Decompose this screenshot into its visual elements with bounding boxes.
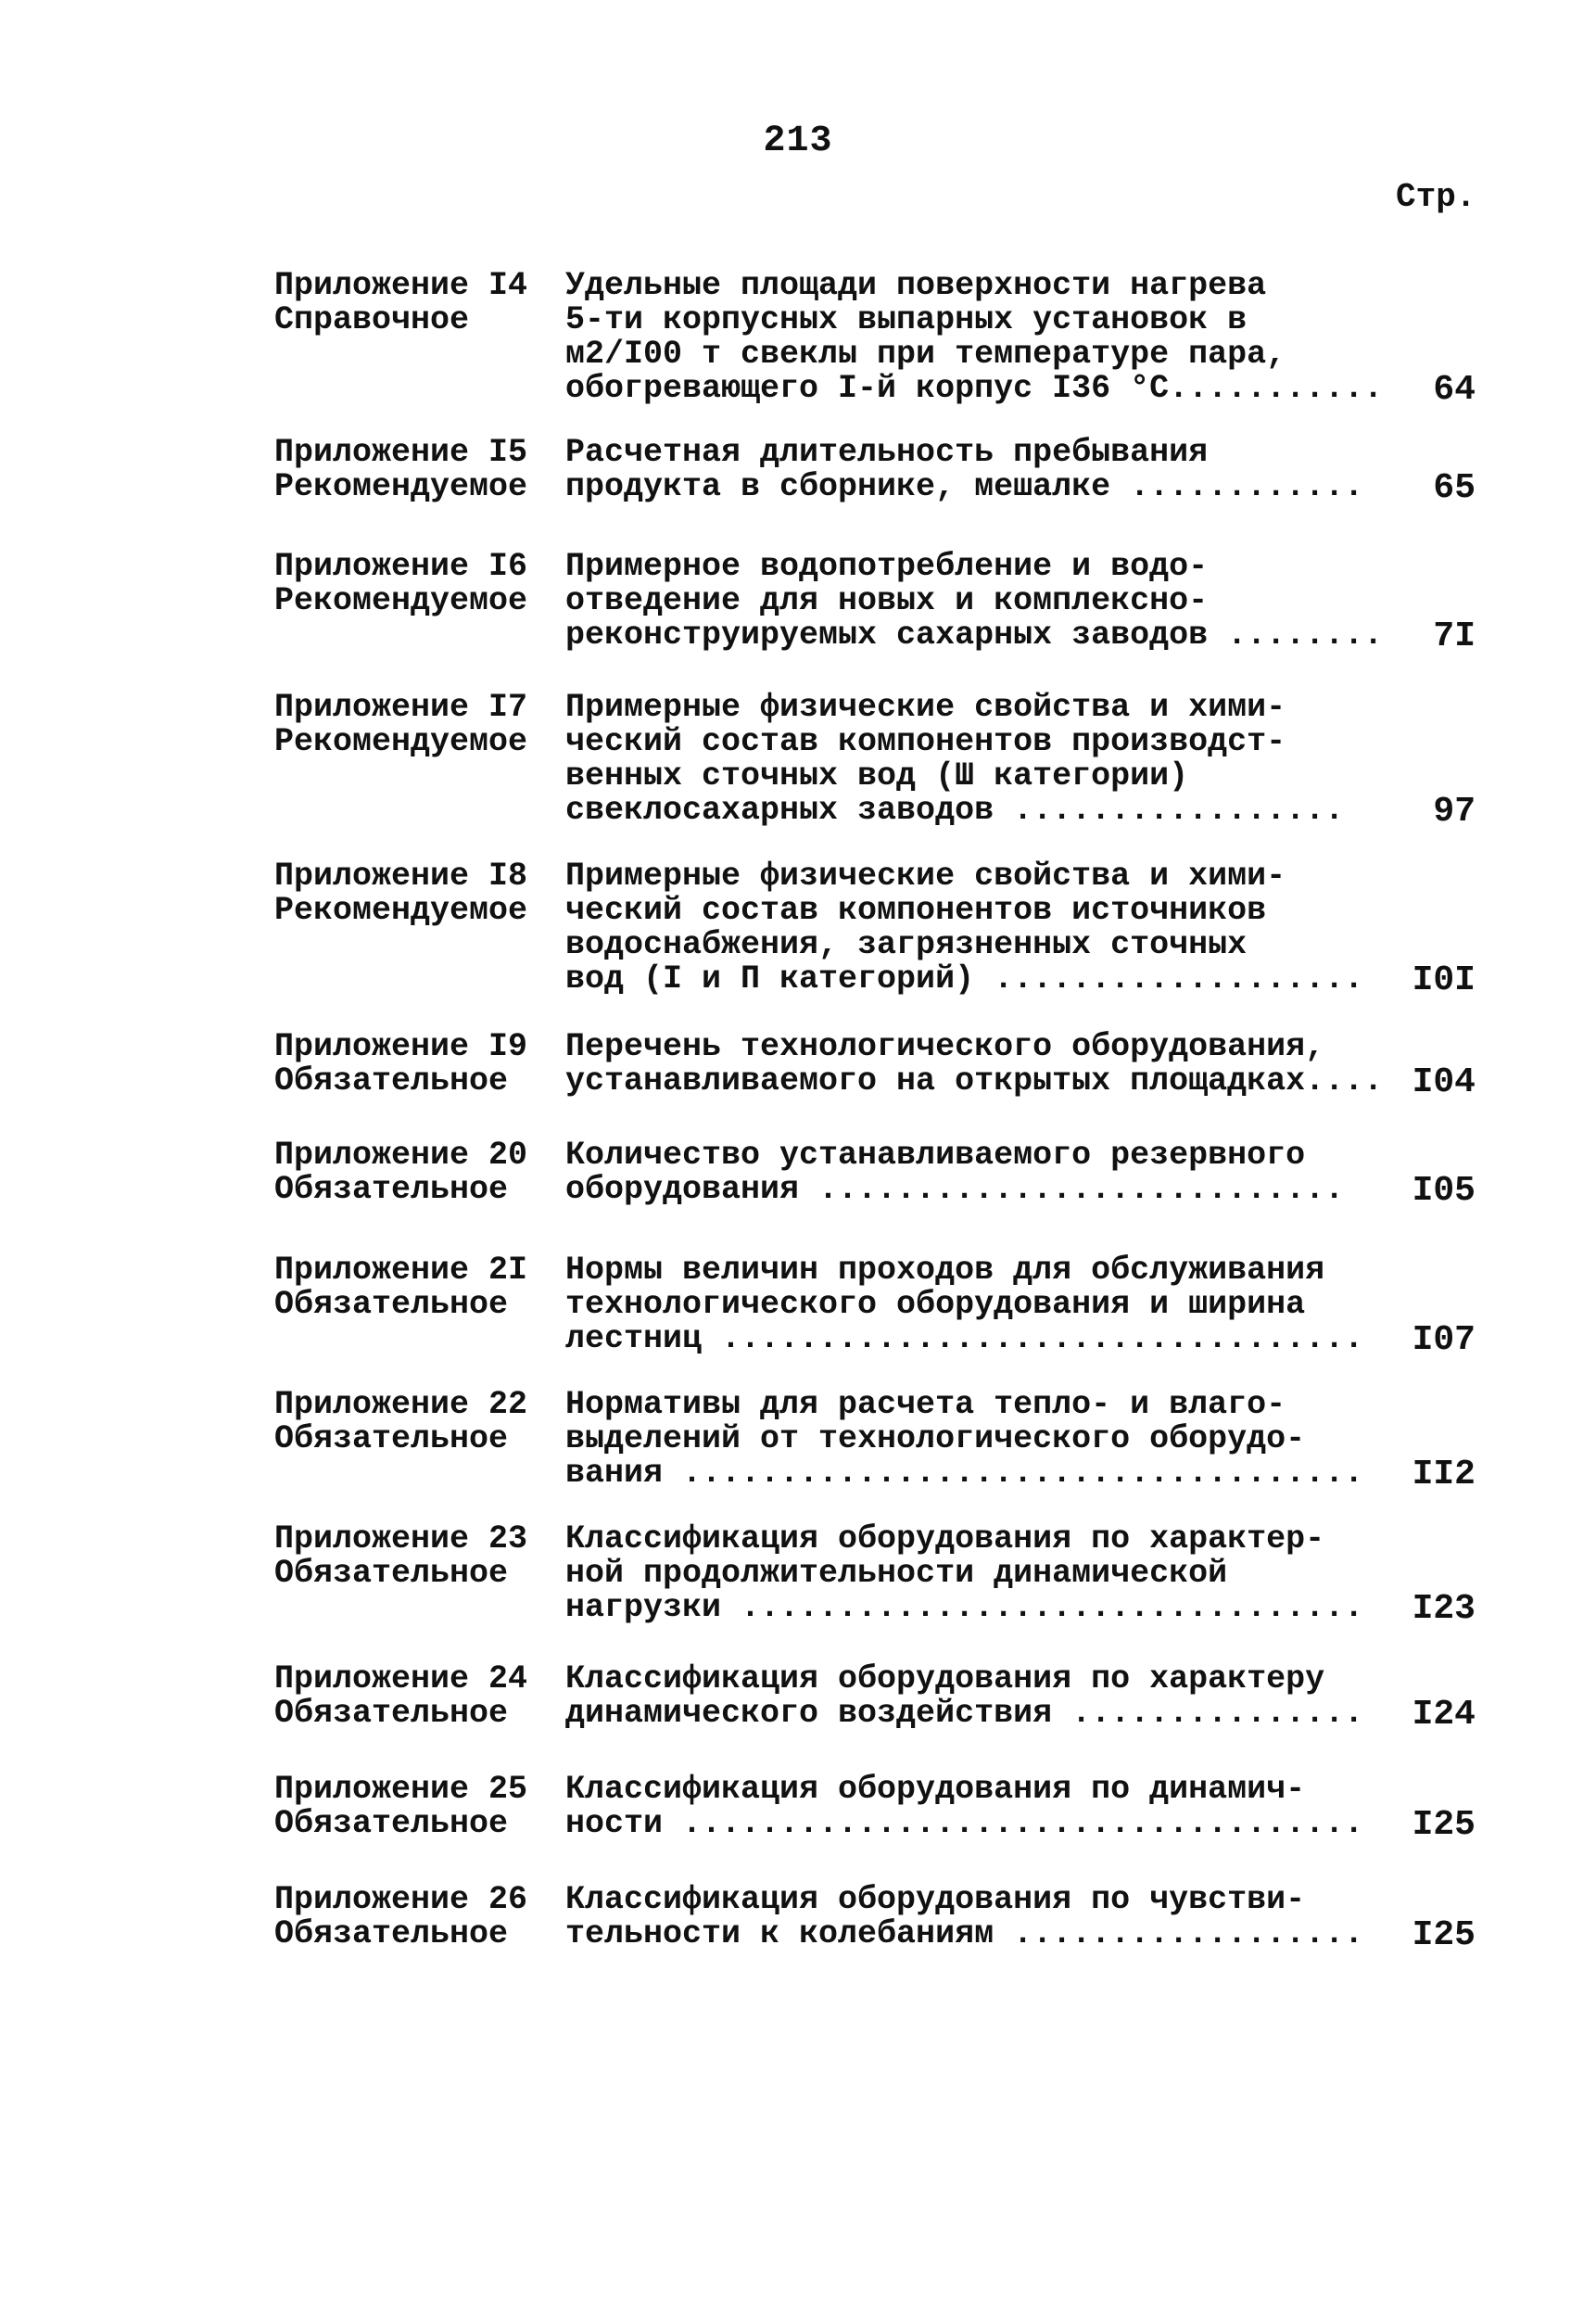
appendix-title: [565, 1253, 1372, 1356]
appendix-title-line: вод (I и П категорий) ...................: [565, 960, 1364, 998]
appendix-title-line: Нормы величин проходов для обслуживания: [565, 1252, 1325, 1289]
page-reference: I24: [1412, 1695, 1476, 1735]
appendix-title: [565, 1138, 1372, 1207]
appendix-number: Приложение I7: [274, 689, 528, 726]
appendix-title-line: водоснабжения, загрязненных сточных: [565, 926, 1248, 963]
appendix-title-line: обогревающего I-й корпус I36 °C...........: [565, 370, 1384, 407]
appendix-number: Приложение 2I: [274, 1252, 528, 1289]
appendix-title-line: динамического воздействия ...............: [565, 1695, 1364, 1732]
appendix-label: [274, 859, 552, 928]
appendix-status: Обязательное: [274, 1555, 509, 1592]
appendix-title-line: 5-ти корпусных выпарных установок в: [565, 301, 1248, 338]
appendix-title-line: Классификация оборудования по характеру: [565, 1660, 1325, 1697]
appendix-number: Приложение 23: [274, 1520, 528, 1557]
appendix-title-line: венных сточных вод (Ш категории): [565, 757, 1189, 795]
appendix-number: Приложение 26: [274, 1881, 528, 1918]
appendix-number: Приложение 20: [274, 1137, 528, 1174]
appendix-status: Справочное: [274, 301, 470, 338]
appendix-title-line: технологического оборудования и ширина: [565, 1286, 1306, 1323]
appendix-number: Приложение I5: [274, 434, 528, 471]
appendix-label: [274, 550, 552, 618]
page-reference: I25: [1412, 1805, 1476, 1845]
appendix-number: Приложение I6: [274, 548, 528, 585]
appendix-label: [274, 1522, 552, 1591]
appendix-label: [274, 436, 552, 504]
appendix-title-line: ческий состав компонентов источников: [565, 892, 1267, 929]
appendix-title: [565, 691, 1372, 828]
appendix-title-line: Нормативы для расчета тепло- и влаго-: [565, 1386, 1286, 1423]
appendix-title-line: Перечень технологического оборудования,: [565, 1028, 1325, 1065]
appendix-title: [565, 1388, 1372, 1491]
appendix-label: [274, 1773, 552, 1841]
appendix-title-line: Удельные площади поверхности нагрева: [565, 267, 1267, 304]
appendix-number: Приложение 25: [274, 1771, 528, 1808]
appendix-label: [274, 1662, 552, 1731]
appendix-title-line: м2/I00 т свеклы при температуре пара,: [565, 336, 1286, 373]
page-reference: I07: [1412, 1320, 1476, 1360]
appendix-title-line: вания ...................................: [565, 1455, 1364, 1492]
appendix-title-line: Количество устанавливаемого резервного: [565, 1137, 1306, 1174]
appendix-status: Обязательное: [274, 1695, 509, 1732]
appendix-title-line: устанавливаемого на открытых площадках....: [565, 1062, 1384, 1100]
appendix-title-line: нагрузки ................................: [565, 1589, 1364, 1626]
appendix-number: Приложение I4: [274, 267, 528, 304]
appendix-status: Обязательное: [274, 1171, 509, 1208]
appendix-number: Приложение 24: [274, 1660, 528, 1697]
appendix-label: [274, 1253, 552, 1322]
appendix-title-line: Примерное водопотребление и водо-: [565, 548, 1209, 585]
page-reference: I25: [1412, 1915, 1476, 1955]
appendix-title: [565, 1773, 1372, 1841]
appendix-title-line: Примерные физические свойства и хими-: [565, 689, 1286, 726]
page-reference: I0I: [1412, 960, 1476, 1000]
appendix-title-line: выделений от технологического оборудо-: [565, 1420, 1306, 1457]
appendix-title-line: Классификация оборудования по динамич-: [565, 1771, 1306, 1808]
appendix-title-line: Расчетная длительность пребывания: [565, 434, 1209, 471]
appendix-label: [274, 1030, 552, 1099]
appendix-status: Рекомендуемое: [274, 468, 528, 505]
page-reference: I05: [1412, 1171, 1476, 1211]
page-reference: 97: [1433, 792, 1476, 832]
page-reference: I04: [1412, 1062, 1476, 1102]
appendix-label: [274, 269, 552, 337]
appendix-title-line: Примерные физические свойства и хими-: [565, 858, 1286, 895]
page-number: 213: [763, 121, 833, 162]
appendix-status: Обязательное: [274, 1286, 509, 1323]
appendix-label: [274, 1138, 552, 1207]
appendix-number: Приложение I9: [274, 1028, 528, 1065]
appendix-title: [565, 1883, 1372, 1951]
page-reference: 7I: [1433, 617, 1476, 656]
appendix-title-line: ческий состав компонентов производст-: [565, 723, 1286, 760]
appendix-title: [565, 859, 1372, 997]
appendix-label: [274, 691, 552, 759]
page-reference: 65: [1433, 468, 1476, 508]
appendix-title: [565, 267, 1384, 407]
appendix-status: Рекомендуемое: [274, 892, 528, 929]
page-reference: II2: [1412, 1455, 1476, 1494]
appendix-status: Обязательное: [274, 1420, 509, 1457]
appendix-label: [274, 1883, 552, 1951]
appendix-title-line: тельности к колебаниям ..................: [565, 1915, 1364, 1952]
appendix-title-line: свеклосахарных заводов .................: [565, 792, 1345, 829]
appendix-title: [565, 1028, 1384, 1100]
page-column-header: Стр.: [1396, 178, 1476, 216]
appendix-title: [565, 436, 1372, 504]
appendix-title: [565, 548, 1384, 654]
appendix-status: Рекомендуемое: [274, 582, 528, 619]
appendix-title-line: реконструируемых сахарных заводов ........: [565, 617, 1384, 654]
appendix-status: Обязательное: [274, 1062, 509, 1100]
appendix-status: Обязательное: [274, 1915, 509, 1952]
appendix-number: Приложение I8: [274, 858, 528, 895]
appendix-title-line: лестниц .................................: [565, 1320, 1364, 1357]
appendix-title-line: Классификация оборудования по чувстви-: [565, 1881, 1306, 1918]
appendix-status: Обязательное: [274, 1805, 509, 1842]
appendix-label: [274, 1388, 552, 1456]
page-reference: 64: [1433, 370, 1476, 410]
appendix-title-line: оборудования ...........................: [565, 1171, 1345, 1208]
appendix-title-line: отведение для новых и комплексно-: [565, 582, 1209, 619]
appendix-status: Рекомендуемое: [274, 723, 528, 760]
page-reference: I23: [1412, 1589, 1476, 1629]
appendix-title: [565, 1522, 1372, 1625]
appendix-number: Приложение 22: [274, 1386, 528, 1423]
appendix-title: [565, 1662, 1372, 1731]
appendix-title-line: ной продолжительности динамической: [565, 1555, 1228, 1592]
appendix-title-line: продукта в сборнике, мешалке ............: [565, 468, 1364, 505]
appendix-title-line: Классификация оборудования по характер-: [565, 1520, 1325, 1557]
appendix-title-line: ности ...................................: [565, 1805, 1364, 1842]
